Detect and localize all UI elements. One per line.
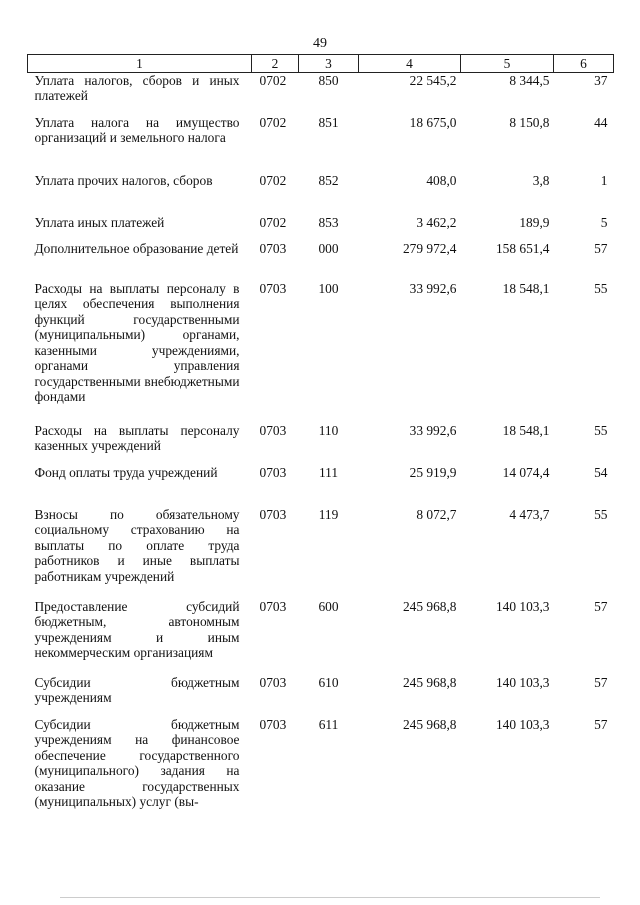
column-header: 5 (461, 55, 554, 73)
table-row (28, 599, 614, 675)
value-col4: 8 072,7 (416, 506, 457, 522)
section-code: 0702 (259, 172, 287, 188)
expense-type-code: 610 (318, 674, 339, 690)
header-row (28, 55, 614, 73)
row-name: Уплата налогов, сборов и иных платежей (34, 72, 240, 103)
row-name: Субсидии бюджетным учреждениям на финансовое обеспечение государственного (муниципального) задания на оказание государственных (муниципальных) услуг (вы- (34, 716, 240, 809)
page-number: 49 (313, 36, 327, 51)
value-col4: 408,0 (426, 172, 457, 188)
value-col6: 57 (594, 240, 608, 256)
value-col5: 158 651,4 (495, 240, 550, 256)
value-col5: 140 103,3 (495, 598, 550, 614)
table-row (28, 241, 614, 281)
value-col5: 14 074,4 (502, 464, 550, 480)
row-name: Уплата налога на имущество организаций и земельного налога (34, 114, 240, 145)
value-col4: 245 968,8 (402, 716, 457, 732)
expense-type-code: 853 (318, 214, 339, 230)
value-col5: 189,9 (519, 214, 550, 230)
table-row (28, 215, 614, 241)
expense-type-code: 611 (318, 716, 339, 732)
section-code: 0703 (259, 422, 287, 438)
column-header: 4 (359, 55, 461, 73)
column-header: 1 (28, 55, 252, 73)
value-col4: 245 968,8 (402, 674, 457, 690)
section-code: 0702 (259, 72, 287, 88)
section-code: 0702 (259, 214, 287, 230)
column-header: 3 (299, 55, 359, 73)
row-name: Уплата иных платежей (34, 214, 165, 230)
row-name: Предоставление субсидий бюджетным, автономным учреждениям и иным некоммерческим организациям (34, 598, 240, 660)
row-name: Уплата прочих налогов, сборов (34, 172, 213, 188)
row-name: Расходы на выплаты персоналу казенных учреждений (34, 422, 240, 453)
section-code: 0703 (259, 280, 287, 296)
value-col6: 37 (594, 72, 608, 88)
value-col6: 57 (594, 716, 608, 732)
budget-table-wrap (27, 54, 613, 827)
value-col4: 279 972,4 (402, 240, 457, 256)
value-col6: 1 (600, 172, 608, 188)
value-col5: 4 473,7 (509, 506, 550, 522)
value-col4: 245 968,8 (402, 598, 457, 614)
value-col6: 57 (594, 598, 608, 614)
table-row (28, 72, 614, 115)
row-name: Расходы на выплаты персоналу в целях обеспечения выполнения функций государственными (муниципальными) органами, казенными учреждениями, органами управления государственными внебюджетными фондами (34, 280, 240, 404)
value-col5: 18 548,1 (502, 422, 550, 438)
expense-type-code: 111 (318, 464, 339, 480)
value-col6: 55 (594, 506, 608, 522)
expense-type-code: 851 (318, 114, 339, 130)
value-col6: 44 (594, 114, 608, 130)
value-col5: 8 344,5 (509, 72, 550, 88)
row-name: Субсидии бюджетным учреждениям (34, 674, 240, 705)
section-code: 0702 (259, 114, 287, 130)
value-col6: 55 (594, 422, 608, 438)
value-col5: 140 103,3 (495, 674, 550, 690)
value-col6: 5 (600, 214, 608, 230)
expense-type-code: 110 (318, 422, 339, 438)
row-name: Взносы по обязательному социальному страхованию на выплаты по оплате труда работников и иные выплаты работникам учреждений (34, 506, 240, 584)
section-code: 0703 (259, 674, 287, 690)
row-name: Дополнительное образование детей (34, 240, 239, 256)
section-code: 0703 (259, 506, 287, 522)
table-row (28, 173, 614, 215)
value-col4: 25 919,9 (409, 464, 457, 480)
expense-type-code: 600 (318, 598, 339, 614)
expense-type-code: 100 (318, 280, 339, 296)
value-col5: 18 548,1 (502, 280, 550, 296)
section-code: 0703 (259, 464, 287, 480)
table-row (28, 465, 614, 507)
value-col4: 33 992,6 (409, 280, 457, 296)
column-header: 2 (252, 55, 299, 73)
section-code: 0703 (259, 716, 287, 732)
table-row (28, 675, 614, 717)
value-col4: 22 545,2 (409, 72, 457, 88)
table-row (28, 717, 614, 827)
value-col5: 3,8 (532, 172, 550, 188)
expense-type-code: 119 (318, 506, 339, 522)
value-col4: 33 992,6 (409, 422, 457, 438)
expense-type-code: 000 (318, 240, 339, 256)
value-col6: 57 (594, 674, 608, 690)
bottom-rule (60, 897, 600, 898)
section-code: 0703 (259, 598, 287, 614)
row-name: Фонд оплаты труда учреждений (34, 464, 218, 480)
value-col5: 8 150,8 (509, 114, 550, 130)
value-col4: 3 462,2 (416, 214, 457, 230)
expense-type-code: 852 (318, 172, 339, 188)
table-row (28, 507, 614, 599)
table-row (28, 115, 614, 173)
value-col4: 18 675,0 (409, 114, 457, 130)
table-row (28, 423, 614, 465)
table-row (28, 281, 614, 423)
expense-type-code: 850 (318, 72, 339, 88)
value-col6: 55 (594, 280, 608, 296)
column-header: 6 (554, 55, 614, 73)
value-col5: 140 103,3 (495, 716, 550, 732)
section-code: 0703 (259, 240, 287, 256)
budget-table (27, 54, 614, 827)
value-col6: 54 (594, 464, 608, 480)
